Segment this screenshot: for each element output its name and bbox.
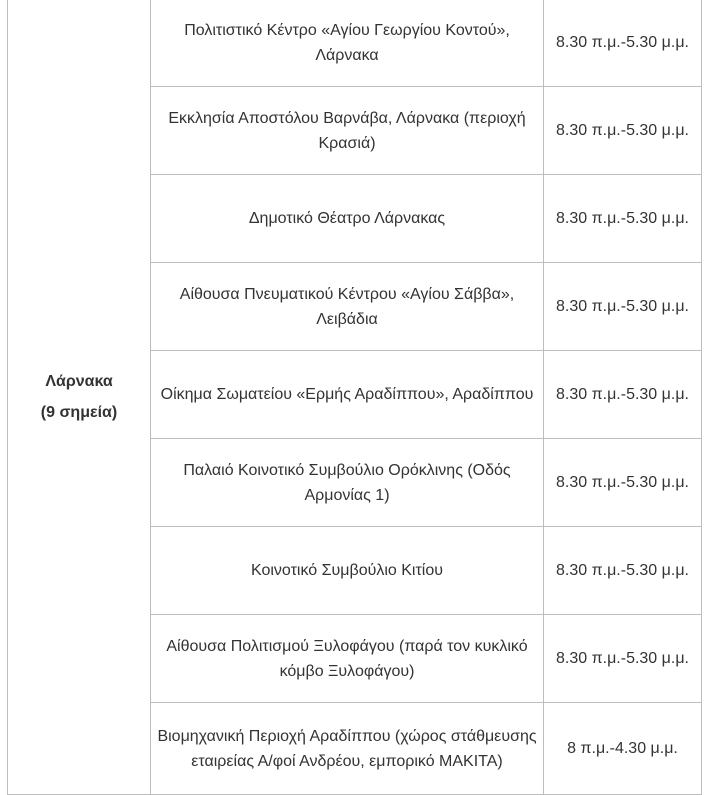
hours-cell: 8.30 π.μ.-5.30 μ.μ. bbox=[544, 87, 702, 175]
table-row bbox=[8, 0, 702, 87]
location-cell: Παλαιό Κοινοτικό Συμβούλιο Ορόκλινης (Οδός Αρμονίας 1) bbox=[151, 439, 544, 527]
region-count: (9 σημεία) bbox=[40, 403, 118, 421]
hours-cell: 8.30 π.μ.-5.30 μ.μ. bbox=[544, 351, 702, 439]
region-name: Λάρνακα bbox=[45, 372, 113, 390]
hours-cell: 8.30 π.μ.-5.30 μ.μ. bbox=[544, 0, 702, 87]
location-cell: Αίθουσα Πολιτισμού Ξυλοφάγου (παρά τον κυκλικό κόμβο Ξυλοφάγου) bbox=[151, 615, 544, 703]
location-cell: Αίθουσα Πνευματικού Κέντρου «Αγίου Σάββα», Λειβάδια bbox=[151, 263, 544, 351]
location-cell: Βιομηχανική Περιοχή Αραδίππου (χώρος στάθμευσης εταιρείας Α/φοί Ανδρέου, εμπορικό ΜΑΚΙΤΑ) bbox=[151, 703, 544, 795]
region-cell bbox=[8, 0, 151, 795]
hours-cell: 8.30 π.μ.-5.30 μ.μ. bbox=[544, 615, 702, 703]
location-cell: Δημοτικό Θέατρο Λάρνακας bbox=[151, 175, 544, 263]
location-cell: Κοινοτικό Συμβούλιο Κιτίου bbox=[151, 527, 544, 615]
hours-cell: 8.30 π.μ.-5.30 μ.μ. bbox=[544, 263, 702, 351]
hours-cell: 8.30 π.μ.-5.30 μ.μ. bbox=[544, 175, 702, 263]
location-cell: Οίκημα Σωματείου «Ερμής Αραδίππου», Αραδίππου bbox=[151, 351, 544, 439]
hours-cell: 8 π.μ.-4.30 μ.μ. bbox=[544, 703, 702, 795]
hours-cell: 8.30 π.μ.-5.30 μ.μ. bbox=[544, 527, 702, 615]
location-cell: Εκκλησία Αποστόλου Βαρνάβα, Λάρνακα (περιοχή Κρασιά) bbox=[151, 87, 544, 175]
hours-cell: 8.30 π.μ.-5.30 μ.μ. bbox=[544, 439, 702, 527]
location-cell: Πολιτιστικό Κέντρο «Αγίου Γεωργίου Κοντού», Λάρνακα bbox=[151, 0, 544, 87]
vaccination-points-table bbox=[7, 0, 702, 795]
